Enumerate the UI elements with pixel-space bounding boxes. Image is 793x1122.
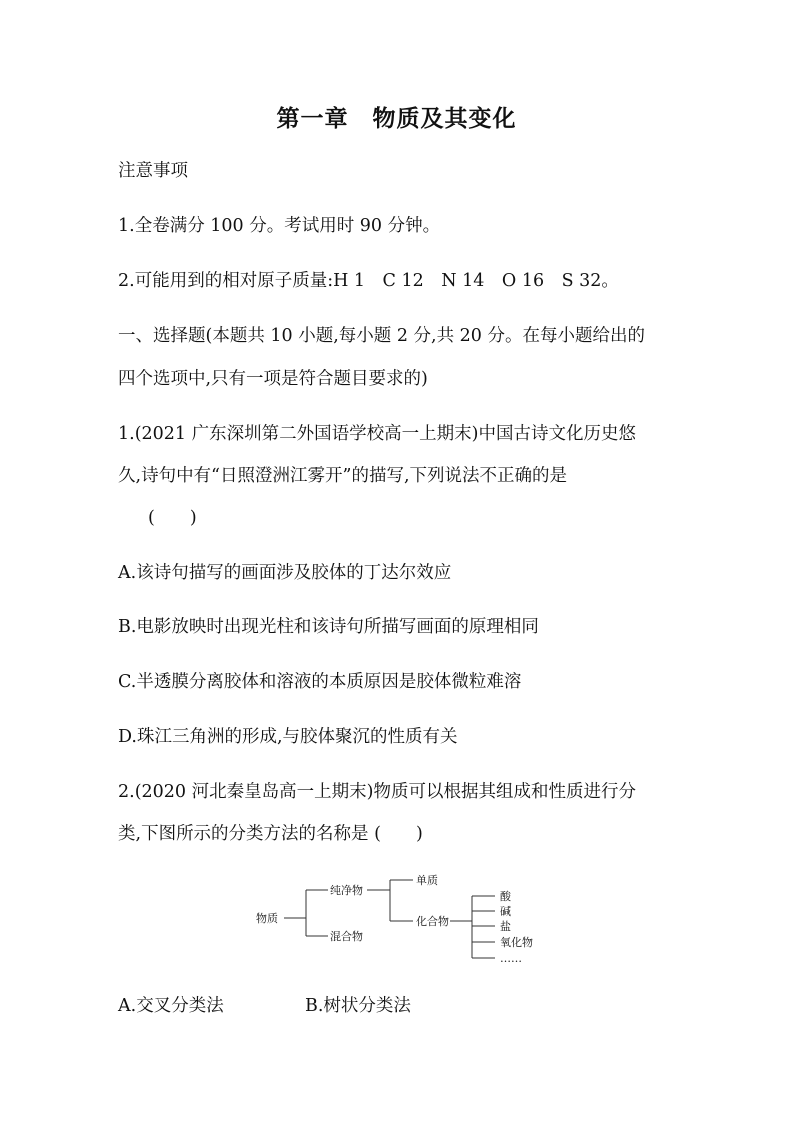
section-heading-line-1: 一、选择题(本题共 10 小题,每小题 2 分,共 20 分。在每小题给出的 bbox=[118, 326, 645, 346]
chapter-title: 第一章 物质及其变化 bbox=[276, 106, 517, 132]
question-1-line-1: 1.(2021 广东深圳第二外国语学校高一上期末)中国古诗文化历史悠 bbox=[118, 424, 636, 444]
tree-node-root: 物质 bbox=[256, 912, 278, 925]
tree-node-element: 单质 bbox=[416, 874, 438, 887]
tree-node-pure-substance: 纯净物 bbox=[330, 884, 363, 897]
tree-leaf-ellipsis: …… bbox=[500, 952, 522, 965]
question-1-line-2: 久,诗句中有“日照澄洲江雾开”的描写,下列说法不正确的是 bbox=[118, 466, 568, 486]
question-2-line-1: 2.(2020 河北秦皇岛高一上期末)物质可以根据其组成和性质进行分 bbox=[118, 782, 636, 802]
question-2-option-a: A.交叉分类法 bbox=[118, 996, 224, 1016]
question-1-option-a: A.该诗句描写的画面涉及胶体的丁达尔效应 bbox=[118, 563, 452, 583]
tree-leaf-salt: 盐 bbox=[500, 920, 511, 933]
tree-node-mixture: 混合物 bbox=[330, 930, 363, 943]
question-1-option-b: B.电影放映时出现光柱和该诗句所描写画面的原理相同 bbox=[118, 617, 539, 637]
classification-tree-diagram bbox=[250, 868, 550, 968]
question-1-option-d: D.珠江三角洲的形成,与胶体聚沉的性质有关 bbox=[118, 727, 458, 747]
section-heading-line-2: 四个选项中,只有一项是符合题目要求的) bbox=[118, 369, 428, 389]
notice-item-2: 2.可能用到的相对原子质量:H 1 C 12 N 14 O 16 S 32。 bbox=[118, 271, 619, 291]
notice-item-1: 1.全卷满分 100 分。考试用时 90 分钟。 bbox=[118, 216, 441, 236]
question-1-option-c: C.半透膜分离胶体和溶液的本质原因是胶体微粒难溶 bbox=[118, 672, 522, 692]
tree-node-compound: 化合物 bbox=[416, 915, 449, 928]
question-1-answer-blank: ( ) bbox=[148, 508, 197, 528]
tree-leaf-acid: 酸 bbox=[500, 890, 511, 903]
notice-heading: 注意事项 bbox=[118, 161, 188, 181]
tree-leaf-oxide: 氧化物 bbox=[500, 936, 533, 949]
question-2-line-2: 类,下图所示的分类方法的名称是 ( ) bbox=[118, 824, 423, 844]
tree-leaf-base: 碱 bbox=[500, 905, 511, 918]
question-2-option-b: B.树状分类法 bbox=[305, 996, 411, 1016]
